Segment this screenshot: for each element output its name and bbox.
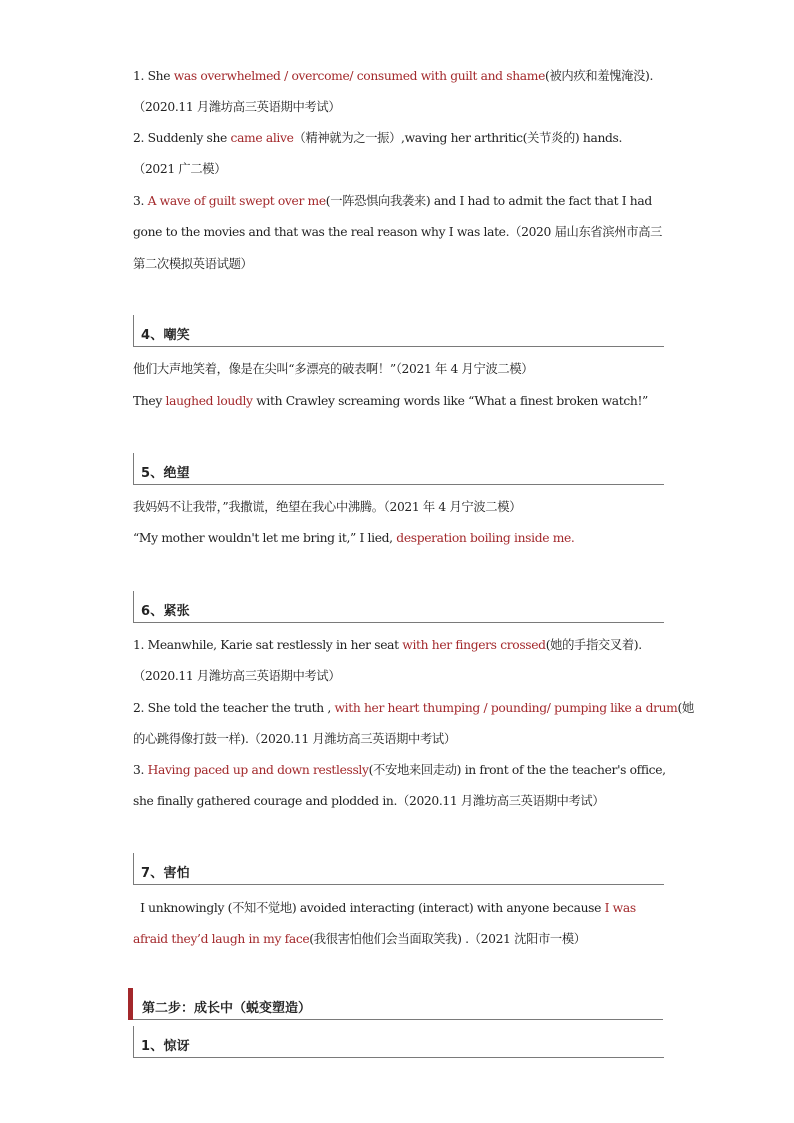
text-line: afraid they’d laugh in my face(我很害怕他们会当面取笑我) .（2021 沈阳市一模） (133, 932, 586, 946)
text-line: I unknowingly (不知不觉地) avoided interacting (interact) with anyone because I was (133, 901, 636, 915)
text-line: （2020.11 月潍坊高三英语期中考试） (133, 669, 341, 683)
text-line: 的心跳得像打鼓一样).（2020.11 月潍坊高三英语期中考试） (133, 732, 456, 746)
text-line: “My mother wouldn't let me bring it,” I lied, desperation boiling inside me. (133, 531, 575, 545)
text-line: 2. She told the teacher the truth , with her heart thumping / pounding/ pumping like a drum(她 (133, 701, 694, 715)
text-line: 第二次模拟英语试题） (133, 257, 253, 271)
section-heading: 6、紧张 (133, 591, 664, 623)
text-line: （2020.11 月潍坊高三英语期中考试） (133, 100, 341, 114)
section-heading: 5、绝望 (133, 453, 664, 485)
step-accent-bar (128, 988, 133, 1020)
text-line: 3. A wave of guilt swept over me(一阵恐惧向我袭来) and I had to admit the fact that I had (133, 194, 652, 208)
text-line: 1. She was overwhelmed / overcome/ consumed with guilt and shame(被内疚和羞愧淹没). (133, 69, 654, 83)
section-heading: 7、害怕 (133, 853, 664, 885)
text-line: she finally gathered courage and plodded in.（2020.11 月潍坊高三英语期中考试） (133, 794, 605, 808)
section-heading: 1、惊讶 (133, 1026, 664, 1058)
text-line: 1. Meanwhile, Karie sat restlessly in her seat with her fingers crossed(她的手指交叉着). (133, 638, 642, 652)
section-heading: 4、嘲笑 (133, 315, 664, 347)
text-line: gone to the movies and that was the real reason why I was late.（2020 届山东省滨州市高三 (133, 225, 663, 239)
text-line: 他们大声地笑着，像是在尖叫“多漂亮的破表啊！”（2021 年 4 月宁波二模） (133, 362, 534, 376)
text-line: 3. Having paced up and down restlessly(不安地来回走动) in front of the the teacher's office, (133, 763, 666, 777)
text-line: They laughed loudly with Crawley screaming words like “What a finest broken watch!” (133, 394, 648, 408)
step-heading: 第二步：成长中（蜕变塑造） (128, 988, 663, 1020)
text-line: 我妈妈不让我带，”我撒谎，绝望在我心中沸腾。（2021 年 4 月宁波二模） (133, 500, 522, 514)
text-line: （2021 广二模） (133, 162, 227, 176)
text-line: 2. Suddenly she came alive（精神就为之一振）,waving her arthritic(关节炎的) hands. (133, 131, 623, 145)
